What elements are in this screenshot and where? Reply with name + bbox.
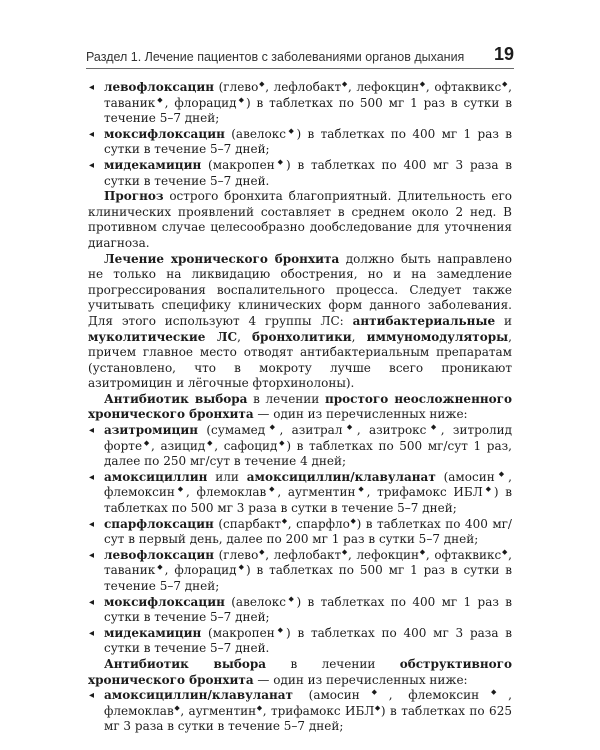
body-text <box>88 80 512 735</box>
drug-group-antibacterial: антибактериальные <box>352 313 496 328</box>
prognosis-lead: Прогноз <box>104 189 164 204</box>
chronic-text-2: и <box>495 313 513 328</box>
registered-mark-icon: ◆ <box>205 438 215 447</box>
brand-name: амосин <box>448 469 495 484</box>
brand-name: макропен <box>212 625 275 640</box>
registered-mark-icon: ◆ <box>426 423 441 432</box>
section-title: Раздел 1. Лечение пациентов с заболеваниями органов дыхания <box>86 50 465 64</box>
drug-name: левофлоксацин <box>104 547 215 562</box>
dosage-text: ) в таблетках по 500 мг 1 раз в сутки в течение 5–7 дней; <box>104 563 512 593</box>
drug-list-simple <box>88 423 512 657</box>
simple-lead: Антибиотик выбора <box>104 391 248 406</box>
chronic-text-1: должно быть направлено не только на ликвидацию обострения, но и на замедление прогрессирования воспалительного процесса. Следует также учитывать специфику клинических форм данного заболевания. Для этого используют 4 группы ЛС: <box>88 251 512 328</box>
brand-name: авелокс <box>235 126 287 141</box>
separator: , <box>348 80 357 94</box>
registered-mark-icon: ◆ <box>349 516 357 525</box>
drug-name: амоксициллин <box>104 469 208 484</box>
chronic-text-3: , <box>237 329 253 344</box>
brand-name: аугментин <box>287 485 356 500</box>
drug-name: азитромицин <box>104 423 199 438</box>
registered-mark-icon: ◆ <box>155 563 165 572</box>
drug-name: моксифлоксацин <box>104 594 225 609</box>
list-item <box>88 688 512 735</box>
paren-open: ( <box>213 516 223 531</box>
brand-name: лефлобакт <box>273 547 342 562</box>
separator: , <box>356 423 369 438</box>
brand-name: авелокс <box>235 594 287 609</box>
chronic-lead: Лечение хронического бронхита <box>104 251 340 266</box>
obstructive-bronchitis-paragraph <box>88 657 512 688</box>
dosage-text: ) в таблетках по 500 мг 1 раз в сутки в течение 5–7 дней; <box>104 95 512 126</box>
brand-name: аугментин <box>188 703 257 718</box>
registered-mark-icon: ◆ <box>419 80 426 88</box>
registered-mark-icon: ◆ <box>265 423 280 432</box>
prognosis-text: острого бронхита благоприятный. Длительность его клинических проявлений составляет в среднем около 2 нед. В противном случае целесообразно дообследование для уточнения диагноза. <box>88 189 512 250</box>
brand-name: глево <box>223 547 259 562</box>
drug-name: моксифлоксацин <box>104 126 225 141</box>
registered-mark-icon: ◆ <box>419 547 426 556</box>
brand-name: флемоксин <box>408 688 480 703</box>
registered-mark-icon: ◆ <box>274 157 287 166</box>
brand-name: сумамед <box>211 423 266 438</box>
prognosis-paragraph <box>88 189 512 251</box>
separator: , <box>151 438 161 453</box>
registered-mark-icon: ◆ <box>286 594 297 603</box>
brand-name: лефокцин <box>356 80 419 94</box>
paren-open: ( <box>201 157 213 172</box>
separator: , <box>262 703 271 718</box>
list-item <box>88 595 512 626</box>
drug-list-acute <box>88 80 512 189</box>
registered-mark-icon: ◆ <box>173 703 181 712</box>
drug-name: амоксициллин/клавуланат <box>246 469 436 484</box>
header-divider <box>86 68 514 69</box>
separator: , <box>279 423 292 438</box>
registered-mark-icon: ◆ <box>266 485 278 494</box>
separator: , <box>425 547 435 562</box>
bullet-icon: ◂ <box>89 425 95 437</box>
brand-name: таваник <box>104 95 156 110</box>
registered-mark-icon: ◆ <box>281 516 288 525</box>
paren-open: ( <box>224 594 236 609</box>
brand-name: амосин <box>313 688 360 703</box>
paren-open: ( <box>214 547 224 562</box>
registered-mark-icon: ◆ <box>155 95 165 104</box>
paren-open: ( <box>435 469 449 484</box>
drug-name: мидекамицин <box>104 157 202 172</box>
drug-list-obstructive <box>88 688 512 735</box>
dosage-text: ) в таблетках по 400 мг 1 раз в сутки в течение 5–7 дней; <box>104 126 512 157</box>
bullet-icon: ◂ <box>89 128 95 140</box>
separator: , <box>265 80 274 94</box>
list-item <box>88 158 512 189</box>
registered-mark-icon: ◆ <box>174 485 187 494</box>
bullet-icon: ◂ <box>89 518 95 530</box>
bullet-icon: ◂ <box>89 471 95 483</box>
separator: , <box>366 485 378 500</box>
registered-mark-icon: ◆ <box>286 126 297 135</box>
registered-mark-icon: ◆ <box>479 688 509 697</box>
paren-open: ( <box>214 80 224 94</box>
drug-name: левофлоксацин <box>104 80 215 94</box>
separator: , <box>180 703 189 718</box>
separator: , <box>164 563 175 578</box>
brand-name: офтаквикс <box>434 547 502 562</box>
dosage-text: ) в таблетках по 500 мг 3 раза в сутки в течение 5–7 дней; <box>104 485 512 516</box>
separator: , <box>214 438 224 453</box>
separator: , <box>164 95 175 110</box>
registered-mark-icon: ◆ <box>355 485 367 494</box>
list-item <box>88 626 512 657</box>
paren-open: ( <box>198 423 212 438</box>
separator: , <box>425 80 435 94</box>
drug-group-immunomodulators: иммуномодуляторы <box>366 329 509 344</box>
list-item <box>88 470 512 517</box>
registered-mark-icon: ◆ <box>374 703 381 712</box>
drug-group-bronchodilators: бронхолитики <box>252 329 352 344</box>
obstructive-text-2: — один из перечисленных ниже: <box>253 672 468 687</box>
chronic-treatment-paragraph <box>88 252 512 392</box>
obstructive-text-1: в лечении <box>266 656 400 671</box>
brand-name: макропен <box>212 157 275 172</box>
paren-open: ( <box>292 688 314 703</box>
brand-name: азитрокс <box>368 423 427 438</box>
brand-name: флемоксин <box>104 485 175 500</box>
bullet-icon: ◂ <box>89 159 95 171</box>
registered-mark-icon: ◆ <box>341 80 349 88</box>
drug-name: спарфлоксацин <box>104 516 214 531</box>
brand-name: таваник <box>104 563 156 578</box>
brand-name: глево <box>223 80 259 94</box>
brand-name: трифамокс ИБЛ <box>377 485 483 500</box>
brand-name: флорацид <box>174 95 237 110</box>
separator: , <box>508 547 512 562</box>
brand-name: офтаквикс <box>434 80 502 94</box>
separator: , <box>440 423 453 438</box>
brand-name: лефокцин <box>356 547 419 562</box>
separator: , <box>508 688 512 703</box>
dosage-text: ) в таблетках по 400 мг 3 раза в сутки в течение 5–7 дней. <box>104 625 513 656</box>
list-item <box>88 80 512 127</box>
paren-open: ( <box>201 625 213 640</box>
registered-mark-icon: ◆ <box>142 438 152 447</box>
brand-name: азитрал <box>291 423 343 438</box>
registered-mark-icon: ◆ <box>501 547 509 556</box>
registered-mark-icon: ◆ <box>236 563 246 572</box>
registered-mark-icon: ◆ <box>277 438 287 447</box>
separator: , <box>265 547 274 562</box>
dosage-text: ) в таблетках по 400 мг 3 раза в сутки в течение 5–7 дней. <box>104 157 513 188</box>
bullet-icon: ◂ <box>89 549 95 561</box>
brand-name: сафоцид <box>223 438 278 453</box>
brand-name: лефлобакт <box>273 80 342 94</box>
dosage-text: ) в таблетках по 625 мг 3 раза в сутки в течение 5–7 дней; <box>104 703 512 734</box>
drug-name: мидекамицин <box>104 625 202 640</box>
obstructive-emphasis: обструктивного хронического бронхита <box>88 656 512 687</box>
separator: , <box>508 80 512 94</box>
chronic-text-4: , <box>351 329 367 344</box>
registered-mark-icon: ◆ <box>256 703 263 712</box>
registered-mark-icon: ◆ <box>341 547 349 556</box>
registered-mark-icon: ◆ <box>342 423 357 432</box>
brand-name: спарбакт <box>223 516 282 531</box>
simple-emphasis: простого неосложненного хронического бронхита <box>88 391 512 422</box>
dosage-text: ) в таблетках по 500 мг/сут 1 раз, далее по 250 мг/сут в течение 4 дней; <box>104 438 512 469</box>
brand-name: флемоклав <box>196 485 267 500</box>
registered-mark-icon: ◆ <box>359 688 389 697</box>
bullet-icon: ◂ <box>89 627 95 639</box>
separator: , <box>287 516 297 531</box>
dosage-text: ) в таблетках по 400 мг/сут в первый день, далее по 200 мг 1 раз в сутки 5–7 дней; <box>104 516 512 547</box>
connector-text: или <box>207 469 247 484</box>
page-number: 19 <box>493 44 514 64</box>
simple-text-2: — один из перечисленных ниже: <box>253 407 468 422</box>
brand-name: азицид <box>160 438 206 453</box>
bullet-icon: ◂ <box>89 690 95 702</box>
separator: , <box>186 485 197 500</box>
registered-mark-icon: ◆ <box>494 469 509 478</box>
registered-mark-icon: ◆ <box>258 547 266 556</box>
brand-name: спарфло <box>296 516 350 531</box>
paren-open: ( <box>224 126 236 141</box>
separator: , <box>508 469 512 484</box>
obstructive-lead: Антибиотик выбора <box>104 656 267 671</box>
brand-name: зитролид форте <box>104 423 513 453</box>
brand-name: флемоклав <box>104 703 174 718</box>
registered-mark-icon: ◆ <box>236 95 246 104</box>
separator: , <box>388 688 409 703</box>
simple-bronchitis-paragraph <box>88 392 512 423</box>
drug-group-mucolytic: муколитические ЛС <box>88 329 238 344</box>
registered-mark-icon: ◆ <box>274 625 287 634</box>
dosage-text: ) в таблетках по 400 мг 1 раз в сутки в течение 5–7 дней; <box>104 594 512 625</box>
brand-name: флорацид <box>174 563 237 578</box>
separator: , <box>277 485 288 500</box>
drug-name: амоксициллин/клавуланат <box>104 688 293 703</box>
registered-mark-icon: ◆ <box>258 80 266 88</box>
simple-text-1: в лечении <box>247 391 325 406</box>
registered-mark-icon: ◆ <box>501 80 509 88</box>
list-item <box>88 548 512 595</box>
list-item <box>88 423 512 470</box>
bullet-icon: ◂ <box>89 596 95 608</box>
brand-name: трифамокс ИБЛ <box>270 703 375 718</box>
registered-mark-icon: ◆ <box>482 485 494 494</box>
list-item <box>88 517 512 548</box>
chronic-text-5: , причем главное место отводят антибактериальным препаратам (установлено, что в мокроту лучше всего проникают азитромицин и лёгочные фторхинолоны). <box>88 329 512 391</box>
list-item <box>88 127 512 158</box>
bullet-icon: ◂ <box>89 82 95 93</box>
separator: , <box>348 547 357 562</box>
